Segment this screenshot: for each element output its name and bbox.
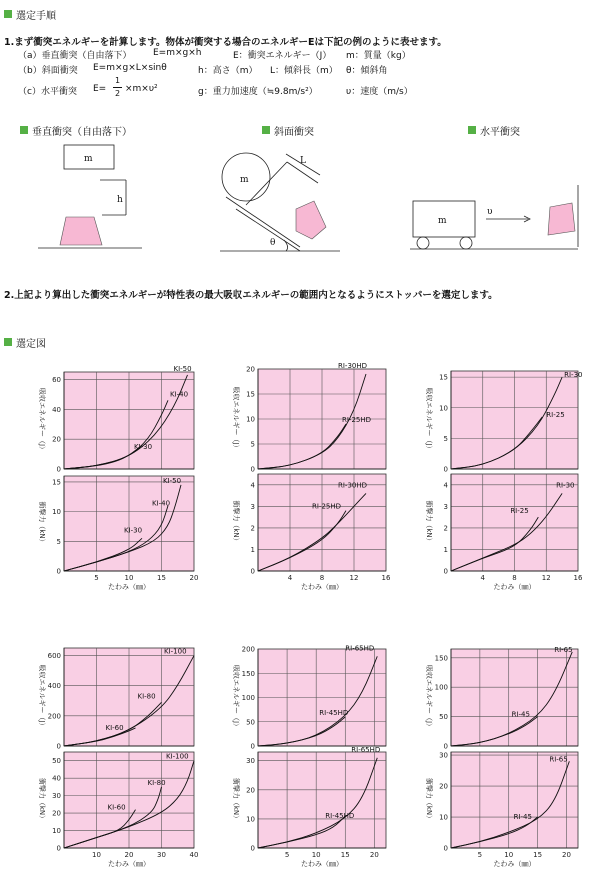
formula-c-fraction-num: 1 [115,76,121,85]
x-tick-label: 16 [573,574,583,582]
x-tick-label: 20 [124,851,134,859]
formula-a-label: （a）垂直衝突（自由落下） [18,51,132,61]
y-axis-label: 吸収エネルギー（J） [232,664,240,731]
plot-area [258,752,386,848]
y-tick-label: 5 [56,537,61,546]
y-tick-label: 400 [47,682,61,691]
x-tick-label: 15 [340,851,350,859]
formula-note-e: E：衝突エネルギー（J） [233,51,332,61]
x-tick-label: 20 [561,851,571,859]
y-tick-label: 40 [52,774,61,783]
formula-c-label: （c）水平衝突 [18,87,77,97]
formula-note-l: L：傾斜長（m） [270,66,338,76]
x-tick-label: 4 [287,574,293,582]
y-tick-label: 4 [250,481,255,490]
y-tick-label: 100 [434,683,448,692]
y-tick-label: 20 [246,786,255,795]
slope-length-label: L [300,156,306,166]
y-tick-label: 0 [443,465,448,474]
velocity-label: υ [487,207,493,217]
vertical-title: 垂直衝突（自由落下） [32,127,132,138]
y-tick-label: 0 [443,844,448,853]
vertical-height-label: h [117,195,123,205]
x-tick-label: 30 [157,851,166,859]
x-axis-label: たわみ（㎜） [108,860,150,868]
series-label-ri-45: RI-45 [511,710,530,719]
y-tick-label: 0 [250,844,255,853]
formula-note-m: m：質量（kg） [346,51,411,61]
series-label-ri-45hd: RI-45HD [325,812,355,820]
y-tick-label: 0 [250,567,255,576]
series-label-ri-65hd: RI-65HD [345,644,375,653]
y-tick-label: 20 [246,365,255,374]
chart-5-energy-panel [425,646,578,751]
y-axis-label: 衝撃力（kN） [232,777,240,823]
y-axis-label: 衝撃力（kN） [425,777,433,823]
chart-0-energy-panel [38,365,194,474]
y-tick-label: 150 [241,669,255,678]
y-tick-label: 0 [250,465,255,474]
x-tick-label: 4 [480,574,485,582]
series-label-ki-80: KI-80 [137,692,156,701]
y-tick-label: 15 [52,478,61,487]
y-tick-label: 2 [443,524,448,533]
chart-0-force-panel [38,476,198,591]
y-axis-label: 衝撃力（kN） [232,500,240,545]
series-label-ki-60: KI-60 [107,803,126,812]
y-tick-label: 20 [439,782,448,791]
series-label-ki-100: KI-100 [164,647,187,656]
formula-note-h: h：高さ（m） [198,66,258,76]
series-label-ri-25: RI-25 [546,410,565,419]
series-label-ki-50: KI-50 [173,364,192,373]
slope-mass-label: m [240,175,249,185]
slope-title: 斜面衝突 [274,127,314,138]
x-tick-label: 5 [94,574,99,582]
x-tick-label: 40 [189,851,199,859]
y-axis-label: 吸収エネルギー（J） [425,664,433,731]
horizontal-title: 水平衝突 [480,127,520,138]
y-tick-label: 10 [52,827,61,836]
y-tick-label: 30 [439,751,448,760]
x-axis-label: たわみ（㎜） [493,583,536,591]
series-label-ki-40: KI-40 [170,390,189,399]
y-tick-label: 1 [443,545,448,554]
x-tick-label: 12 [541,574,551,582]
y-tick-label: 20 [52,809,61,818]
y-tick-label: 0 [443,742,448,751]
x-axis-label: たわみ（㎜） [108,583,150,591]
y-axis-label: 衝撃力（kN） [38,501,46,546]
y-tick-label: 60 [52,375,61,384]
y-tick-label: 600 [47,652,61,661]
x-tick-label: 10 [311,851,321,859]
y-axis-label: 吸収エネルギー（J） [38,664,46,730]
x-tick-label: 10 [92,851,101,859]
chart-2-force-panel [425,474,583,591]
y-tick-label: 200 [241,645,255,654]
x-tick-label: 8 [512,574,517,582]
series-label-ki-30: KI-30 [134,443,153,452]
chart-4-force-panel [232,746,386,868]
series-label-ki-40: KI-40 [152,499,171,508]
formula-b-eq: E=m×g×L×sinθ [93,63,167,73]
x-axis-label: たわみ（㎜） [301,860,343,868]
x-tick-label: 8 [319,574,325,582]
formula-note-v: υ：速度（m/s） [346,87,413,97]
x-tick-label: 12 [349,574,359,582]
series-label-ri-30: RI-30 [556,481,575,490]
chart-1-energy-panel [232,362,386,474]
y-tick-label: 150 [434,654,448,663]
y-tick-label: 0 [250,742,255,751]
y-axis-label: 衝撃力（kN） [425,500,433,545]
formula-a-eq: E=m×g×h [153,48,202,58]
chart-1-force-panel [232,474,391,591]
series-label-ri-25hd: RI-25HD [342,416,372,424]
formula-c-eq-post: ×m×υ² [125,84,158,94]
series-label-ri-30: RI-30 [564,371,583,380]
vertical-mass-label: m [84,154,93,164]
y-tick-label: 10 [52,508,61,517]
y-tick-label: 200 [47,712,61,721]
chart-5-force-panel [425,752,578,868]
y-tick-label: 5 [443,434,448,443]
x-tick-label: 10 [124,574,134,582]
y-tick-label: 30 [52,792,61,801]
y-tick-label: 15 [246,390,255,399]
chart-3-force-panel [38,752,198,868]
section2-title: 選定図 [16,339,46,350]
series-label-ki-50: KI-50 [163,476,182,485]
y-tick-label: 1 [250,545,255,554]
y-axis-label: 吸収エネルギー（J） [38,387,46,454]
formula-c-eq-pre: E= [93,84,107,94]
series-label-ri-65hd: RI-65HD [351,745,381,754]
series-label-ri-25hd: RI-25HD [312,502,342,511]
y-tick-label: 100 [241,694,255,702]
x-axis-label: たわみ（㎜） [493,860,536,868]
y-tick-label: 0 [443,567,448,576]
x-axis-label: たわみ（㎜） [301,583,343,591]
x-tick-label: 5 [284,851,290,859]
chart-2-energy-panel [425,371,583,474]
y-tick-label: 10 [246,415,255,424]
formula-note-g: g：重力加速度（≒9.8m/s²） [198,87,318,97]
chart-3-energy-panel [38,648,194,751]
y-tick-label: 10 [246,815,255,824]
y-tick-label: 40 [52,405,61,414]
y-tick-label: 10 [439,404,448,413]
series-label-ki-100: KI-100 [166,752,189,761]
y-tick-label: 0 [56,567,61,576]
y-tick-label: 0 [56,465,61,474]
y-tick-label: 50 [246,718,255,727]
x-tick-label: 20 [369,851,379,859]
y-tick-label: 10 [439,813,448,822]
y-tick-label: 20 [52,435,61,444]
series-label-ri-45hd: RI-45HD [319,708,349,717]
y-tick-label: 15 [439,373,448,382]
section1-title: 選定手順 [16,11,56,22]
formula-b-label: （b）斜面衝突 [18,66,78,76]
series-label-ki-60: KI-60 [105,723,124,732]
series-label-ki-80: KI-80 [147,778,166,787]
series-label-ri-45: RI-45 [513,813,532,822]
chart-4-energy-panel [232,644,386,750]
formula-c-fraction-den: 2 [115,89,121,98]
series-label-ri-65: RI-65 [549,755,568,764]
series-label-ri-30hd: RI-30HD [338,481,368,490]
y-tick-label: 30 [246,757,255,766]
series-label-ri-25: RI-25 [510,507,529,516]
cart-mass-label: m [438,216,447,226]
y-tick-label: 3 [250,502,255,511]
x-tick-label: 10 [504,851,514,859]
x-tick-label: 15 [157,574,166,582]
y-tick-label: 0 [56,844,61,853]
y-axis-label: 吸収エネルギー（J） [425,387,433,453]
y-tick-label: 2 [250,524,255,533]
step1-title: 1.まず衝突エネルギーを計算します。物体が衝突する場合のエネルギーEは下記の例のように表せます。 [4,37,447,48]
x-tick-label: 5 [477,851,483,859]
y-tick-label: 4 [443,481,448,490]
y-tick-label: 50 [52,757,61,766]
y-axis-label: 衝撃力（kN） [38,777,46,823]
series-label-ki-30: KI-30 [124,526,143,535]
x-tick-label: 15 [533,851,543,859]
x-tick-label: 16 [381,574,391,582]
y-tick-label: 0 [56,742,61,751]
series-label-ri-65: RI-65 [554,645,573,654]
y-tick-label: 5 [250,440,255,449]
x-tick-label: 20 [189,574,199,582]
step2-title: 2.上記より算出した衝突エネルギーが特性表の最大吸収エネルギーの範囲内となるようにストッパーを選定します。 [4,290,498,301]
series-label-ri-30hd: RI-30HD [338,362,368,370]
slope-angle-label: θ [270,238,276,248]
y-axis-label: 吸収エネルギー（J） [232,386,240,452]
formula-note-theta: θ：傾斜角 [346,66,388,76]
plot-area [451,752,578,848]
y-tick-label: 50 [439,713,448,722]
y-tick-label: 3 [443,502,448,511]
